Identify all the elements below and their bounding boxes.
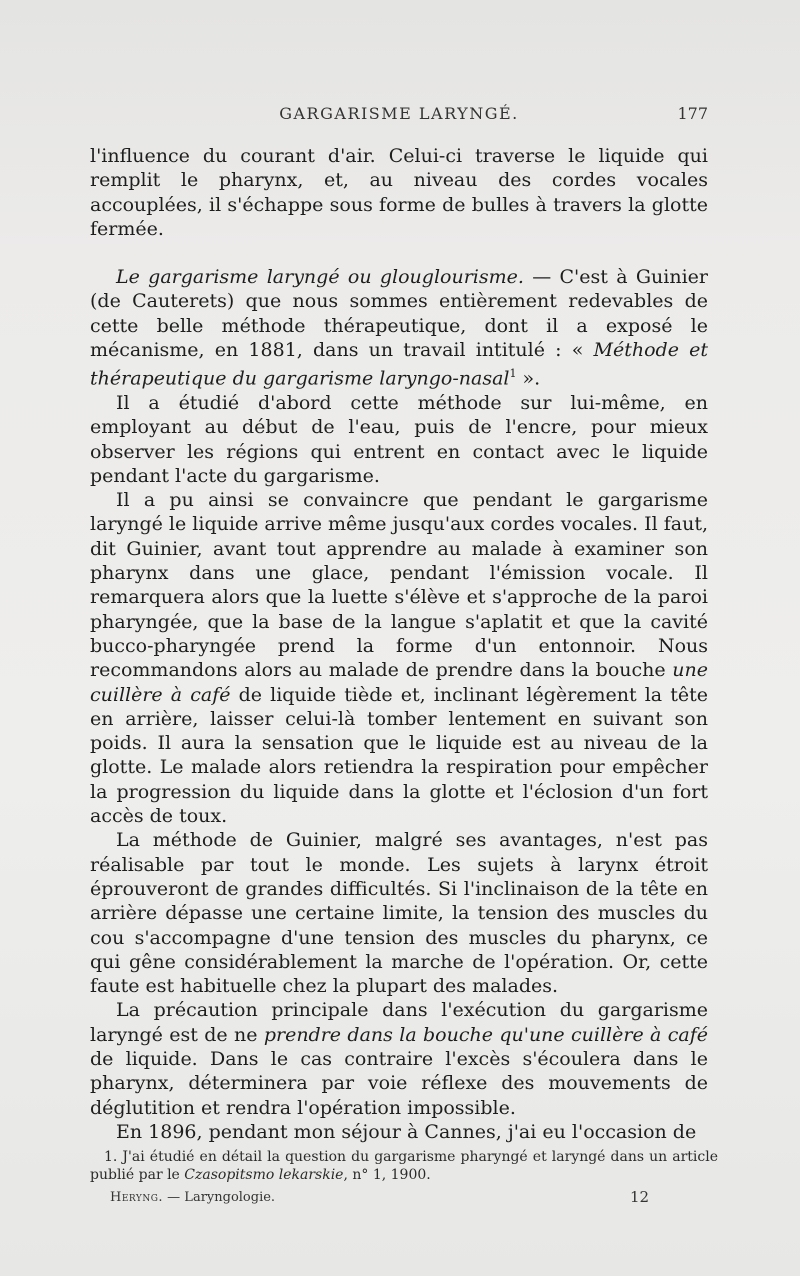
paragraph-6 (90, 998, 708, 1119)
paragraph-1: l'influence du courant d'air. Celui-ci traverse le liquide qui remplit le pharynx, et, au niveau des cordes vocales accouplées, il s'échappe sous forme de bulles à travers la glotte fermée. (90, 145, 708, 240)
section-title: Le gargarisme laryngé ou glouglourisme. (116, 266, 524, 289)
paragraph-2-text: — C'est à Guinier (de Cauterets) que nous sommes entièrement redevables de cette belle méthode thérapeutique, dont il a exposé le mécanisme, en 1881, dans un travail intitulé : « (90, 266, 708, 362)
footnote (90, 1148, 718, 1184)
paragraph-4-emphasis: une cuillère à café (90, 659, 708, 706)
page-number: 177 (677, 104, 708, 123)
signature-book: — Laryngologie. (163, 1190, 276, 1205)
paragraph-6-text-b: de liquide. Dans le cas contraire l'excès s'écoulera dans le pharynx, déterminera par voie réflexe des mouvements de déglutition et rendra l'opération impossible. (90, 1048, 708, 1119)
signature-line (110, 1190, 275, 1205)
footnote-journal: Czasopitsmo lekarskie (184, 1167, 344, 1183)
footnote-text-a: 1. J'ai étudié en détail la question du gargarisme pharyngé et laryngé dans un article publié par le (90, 1149, 718, 1183)
paragraph-4-text-a: Il a pu ainsi se convaincre que pendant le gargarisme laryngé le liquide arrive même jusqu'aux cordes vocales. Il faut, dit Guinier, avant tout apprendre au malade à examiner son pharynx dans une glace, pendant l'émission vocale. Il remarquera alors que la luette s'élève et s'approche de la paroi pharyngée, que la base de la langue s'aplatit et que la cavité bucco-pharyngée prend la forme d'un entonnoir. Nous recommandons alors au malade de prendre dans la bouche (90, 489, 708, 682)
cited-work-title: Méthode et thérapeutique du gargarisme laryngo-nasal (90, 339, 709, 390)
footnote-reference: 1 (509, 367, 517, 381)
paragraph-6-emphasis: prendre dans la bouche qu'une cuillère à café (263, 1023, 708, 1046)
running-head (90, 104, 708, 130)
footnote-text-b: , n° 1, 1900. (343, 1167, 431, 1183)
running-title: GARGARISME LARYNGÉ. (279, 104, 519, 123)
paragraph-7: En 1896, pendant mon séjour à Cannes, j'ai eu l'occasion de (116, 1120, 697, 1143)
paragraph-2-end: ». (516, 367, 541, 390)
paragraph-2 (90, 265, 708, 391)
paragraph-3: Il a étudié d'abord cette méthode sur lui-même, en employant au début de l'eau, puis de l'encre, pour mieux observer les régions qui entrent en contact avec le liquide pendant l'acte du gargarisme. (90, 392, 708, 487)
paragraph-4-text-b: de liquide tiède et, inclinant légèrement la tête en arrière, laisser celui-là tomber lentement en suivant son poids. Il aura la sensation que le liquide est au niveau de la glotte. Le malade alors retiendra la respiration pour empêcher la progression du liquide dans la glotte et l'éclosion d'un fort accès de toux. (90, 683, 708, 828)
signature-author: Heryng. (110, 1190, 164, 1205)
signature-number: 12 (630, 1188, 650, 1206)
body-text (90, 144, 708, 1144)
paragraph-4 (90, 488, 708, 828)
footnote-text (90, 1148, 718, 1184)
paragraph-5: La méthode de Guinier, malgré ses avantages, n'est pas réalisable par tout le monde. Les sujets à larynx étroit éprouveront de grandes difficultés. Si l'inclinaison de la tête en arrière dépasse une certaine limite, la tension des muscles du cou s'accompagne d'une tension des muscles du pharynx, ce qui gêne considérablement la marche de l'opération. Or, cette faute est habituelle chez la plupart des malades. (90, 829, 708, 998)
paragraph-6-text-a: La précaution principale dans l'exécution du gargarisme laryngé est de ne (90, 999, 708, 1046)
